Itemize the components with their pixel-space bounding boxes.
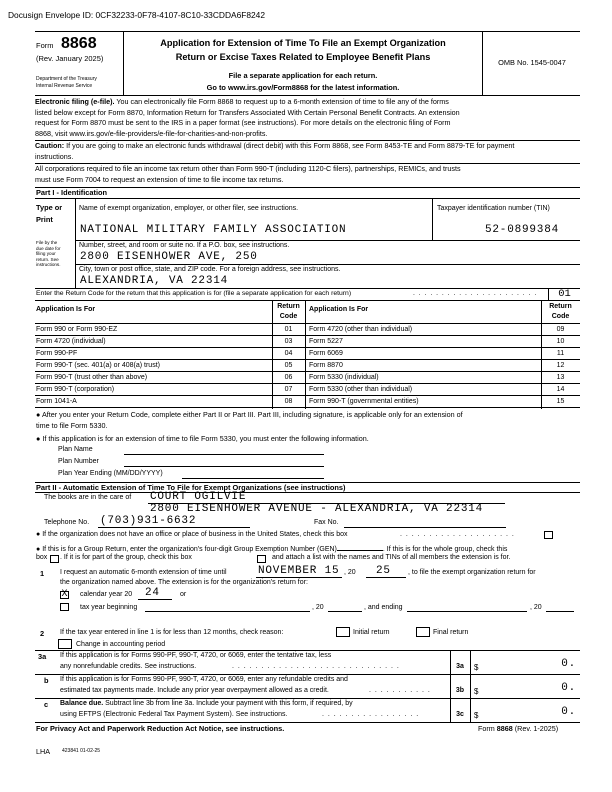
file-by-note: File by the due date for filing your return. See instructions. <box>36 240 61 268</box>
plan-name-field[interactable] <box>124 454 324 455</box>
table-right-app-name: Form 5330 (individual) <box>309 374 379 381</box>
initial-return-label: Initial return <box>353 629 390 636</box>
initial-return-checkbox[interactable] <box>336 627 350 637</box>
table-left-app-name: Form 4720 (individual) <box>36 338 106 345</box>
part1-heading: Part I - Identification <box>36 188 108 197</box>
table-row-rule <box>35 359 580 360</box>
plan-number-field[interactable] <box>124 466 324 467</box>
caution-paragraph: Caution: If you are going to make an electronic funds withdrawal (direct debit) with this Form 8868, see Form 8453-TE and Form 8879-TE for payment instructions. <box>35 141 515 161</box>
bullet-return-code-note: ● After you enter your Return Code, complete either Part II or Part III. Part III, including signature, is applicable only for an extension of time to file Form 5330. <box>36 410 463 430</box>
plan-year-label: Plan Year Ending (MM/DD/YYYY) <box>58 470 163 477</box>
table-left-return-code: 05 <box>284 362 293 369</box>
table-row-rule <box>35 383 580 384</box>
final-return-label: Final return <box>433 629 469 636</box>
table-left-return-code: 04 <box>284 350 293 357</box>
city-value[interactable]: ALEXANDRIA, VA 22314 <box>80 275 229 287</box>
tax-year-label: tax year beginning <box>80 604 138 611</box>
final-return-checkbox[interactable] <box>416 627 430 637</box>
envelope-id: Docusign Envelope ID: 0CF32233-0F78-4107-8C10-33CDDA6F8242 <box>8 10 265 20</box>
table-right-app-name: Form 4720 (other than individual) <box>309 326 413 333</box>
return-code-value: 01 <box>558 288 571 300</box>
org-name-value[interactable]: NATIONAL MILITARY FAMILY ASSOCIATION <box>80 224 347 236</box>
plan-year-field[interactable] <box>182 478 324 479</box>
calendar-or: or <box>180 591 187 598</box>
return-code-box[interactable] <box>548 288 580 300</box>
telephone-value[interactable]: (703)931-6632 <box>100 515 197 527</box>
calendar-year-value[interactable]: 24 <box>145 587 160 599</box>
print-label: Print <box>36 215 53 224</box>
city-row-rule <box>35 288 580 289</box>
line3a-text2: any nonrefundable credits. See instructions. <box>60 663 197 670</box>
org-name-label: Name of exempt organization, employer, or other filer, see instructions. <box>79 205 299 212</box>
header-top-rule <box>35 31 580 32</box>
line1-year-underline <box>366 577 406 578</box>
table-right-return-code: 15 <box>556 398 565 405</box>
part2-heading-rule <box>35 492 580 493</box>
caution-heading: Caution: <box>35 141 65 150</box>
form-number: 8868 <box>61 35 97 52</box>
type-or-label: Type or <box>36 203 63 212</box>
line3c-amount[interactable]: 0. <box>561 706 576 718</box>
table-left-app-name: Form 990-T (trust other than above) <box>36 374 148 381</box>
line3b-text1: If this application is for Forms 990-PF, 990-T, 4720, or 6069, enter any refundable credits and <box>60 676 348 683</box>
return-code-label: Enter the Return Code for the return that this application is for (file a separate application for each return) <box>36 290 352 297</box>
group-return-line2-mid: . If it is for part of the group, check this box <box>60 554 192 561</box>
line2-number: 2 <box>40 629 45 638</box>
line1-date-underline <box>256 577 342 578</box>
group-return-line2-start: box <box>36 554 48 561</box>
group-return-line2-end: and attach a list with the names and TINs of all members the extension is for. <box>272 554 511 561</box>
return-code-rule <box>35 300 580 301</box>
table-left-app-name: Form 990-T (sec. 401(a) or 408(a) trust) <box>36 362 160 369</box>
table-left-app-name: Form 990-PF <box>36 350 78 357</box>
telephone-label: Telephone No. <box>44 519 90 526</box>
table-header-rule <box>35 323 580 324</box>
tax-year-begin-20: , 20 <box>312 604 324 611</box>
part2-heading: Part II - Automatic Extension of Time To File for Exempt Organizations (see instructions) <box>36 483 346 492</box>
table-header-app-right: Application Is For <box>309 306 369 313</box>
table-header-app-left: Application Is For <box>36 306 96 313</box>
line1-text: I request an automatic 6-month extension of time until <box>60 569 227 576</box>
city-label: City, town or post office, state, and ZIP code. For a foreign address, see instructions. <box>79 266 341 273</box>
form-title-line1: Application for Extension of Time To File an Exempt Organization <box>160 38 446 48</box>
part1-top-rule <box>35 187 580 188</box>
efile-paragraph: Electronic filing (e-file). You can electronically file Form 8868 to request up to a 6-month extension of time to file any of the forms listed below except for Form 8870, Information Return for Transfers Associated With Certain Personal Benefit Contracts. An extension request for Form 8870 must be sent to the IRS in a paper format (see instructions). For more details on the electronic filing of Form 8868, visit www.irs.gov/e-file-providers/e-file-for-charities-and-non-profits. <box>35 97 460 138</box>
books-care-address[interactable]: 2800 EISENHOWER AVENUE - ALEXANDRIA, VA 22314 <box>150 503 484 515</box>
line3a-leader: . . . . . . . . . . . . . . . . . . . . . . . . . . . . . <box>232 663 400 670</box>
calendar-year-checkbox[interactable] <box>60 591 69 599</box>
telephone-underline <box>98 527 250 528</box>
line3b-box-label: 3b <box>455 687 465 694</box>
line3b-amount[interactable]: 0. <box>561 682 576 694</box>
line3b-dollar: $ <box>474 687 479 696</box>
line3c-box-label: 3c <box>456 711 464 718</box>
table-header-return-right: Return <box>549 303 572 310</box>
line3b-text2: estimated tax payments made. Include any prior year overpayment allowed as a credit. <box>60 687 329 694</box>
form-subtitle-line2: Go to www.irs.gov/Form8868 for the latest information. <box>206 83 400 92</box>
dept-irs: Internal Revenue Service <box>36 83 93 89</box>
line3c-text2: using EFTPS (Electronic Federal Tax Payment System). See instructions. <box>60 711 288 718</box>
tax-year-checkbox[interactable] <box>60 603 69 611</box>
corporations-paragraph: All corporations required to file an income tax return other than Form 990-T (including 1120-C filers), partnerships, REMICs, and trusts must use Form 7004 to request an extension of time to file income tax returns. <box>35 164 461 184</box>
part2-bottom-rule <box>35 722 580 723</box>
table-left-return-code: 07 <box>284 386 293 393</box>
line1-text-rest: , to file the exempt organization return for <box>408 569 536 576</box>
line1-year-prefix: , 20 <box>344 569 356 576</box>
line3-box-divider <box>470 650 471 722</box>
calendar-year-underline <box>138 599 172 600</box>
table-row-rule <box>35 395 580 396</box>
tax-year-ending-label: , and ending <box>364 604 403 611</box>
table-right-app-name: Form 5330 (other than individual) <box>309 386 413 393</box>
street-label: Number, street, and room or suite no. If a P.O. box, see instructions. <box>79 242 290 249</box>
table-row-rule <box>35 371 580 372</box>
table-left-return-code: 01 <box>284 326 293 333</box>
tax-year-end-yy-field[interactable] <box>546 611 574 612</box>
group-return-line1: ● If this is for a Group Return, enter the organization's four-digit Group Exemption Number (GEN) . If this is for the whole group, check this <box>36 543 507 553</box>
table-right-return-code: 13 <box>556 374 565 381</box>
gen-field[interactable] <box>337 543 383 551</box>
form-code: 423841 01-02-25 <box>62 748 101 754</box>
calendar-year-check-mark: X <box>61 589 68 600</box>
part1-id-left-divider <box>75 198 76 288</box>
line1-extension-year[interactable]: 25 <box>376 565 391 577</box>
no-office-leader: . . . . . . . . . . . . . . . . . . . . <box>400 531 515 538</box>
table-right-app-name: Form 990-T (governmental entities) <box>309 398 419 405</box>
line3b-leader: . . . . . . . . . . . <box>369 687 431 694</box>
tax-year-end-20: , 20 <box>530 604 542 611</box>
no-office-line: ● If the organization does not have an office or place of business in the United States, check this box <box>36 531 348 538</box>
line3c-leader: . . . . . . . . . . . . . . . . . <box>322 711 420 718</box>
form-label: Form <box>36 41 54 50</box>
table-right-return-code: 09 <box>556 326 565 333</box>
line3c-dollar: $ <box>474 711 479 720</box>
fax-label: Fax No. <box>314 519 339 526</box>
lha-label: LHA <box>36 747 50 756</box>
tin-value[interactable]: 52-0899384 <box>485 224 560 236</box>
line3a-amount[interactable]: 0. <box>561 658 576 670</box>
table-left-return-code: 06 <box>284 374 293 381</box>
table-header-return-left: Return <box>277 303 300 310</box>
header-bottom-rule <box>35 95 580 96</box>
table-right-return-code: 12 <box>556 362 565 369</box>
dept-treasury: Department of the Treasury <box>36 76 97 82</box>
table-right-app-name: Form 6069 <box>309 350 343 357</box>
return-code-leader: . . . . . . . . . . . . . . . . . . . . . . <box>413 290 538 297</box>
table-row-rule <box>35 335 580 336</box>
form-revision: (Rev. January 2025) <box>36 54 104 63</box>
line3a-rule <box>35 674 580 675</box>
street-value[interactable]: 2800 EISENHOWER AVE, 250 <box>80 251 258 263</box>
header-right-divider <box>482 31 483 95</box>
tin-divider <box>432 198 433 240</box>
form-title-line2: Return or Excise Taxes Related to Employee Benefit Plans <box>175 52 431 62</box>
part1-heading-rule <box>35 198 580 199</box>
street-row-rule <box>75 264 580 265</box>
table-row-rule <box>35 407 580 408</box>
no-office-checkbox[interactable] <box>544 531 553 539</box>
books-care-label: The books are in the care of <box>44 494 132 501</box>
efile-heading: Electronic filing (e-file). <box>35 97 115 106</box>
change-period-checkbox[interactable] <box>58 639 72 649</box>
table-left-app-name: Form 990-T (corporation) <box>36 386 115 393</box>
whole-group-checkbox[interactable] <box>50 555 59 563</box>
footer-form-ref: Form 8868 (Rev. 1-2025) <box>478 724 559 733</box>
table-right-app-name: Form 8870 <box>309 362 343 369</box>
tin-label: Taxpayer identification number (TIN) <box>437 205 550 212</box>
change-period-label: Change in accounting period <box>76 641 166 648</box>
line2-text: If the tax year entered in line 1 is for less than 12 months, check reason: <box>60 629 284 636</box>
table-header-code-right: Code <box>551 313 570 320</box>
line3a-box-label: 3a <box>456 663 464 670</box>
name-row-rule <box>75 240 580 241</box>
line3a-text1: If this application is for Forms 990-PF, 990-T, 4720, or 6069, enter the tentative tax, less <box>60 652 332 659</box>
calendar-year-label: calendar year 20 <box>80 591 133 598</box>
omb-number: OMB No. 1545-0047 <box>498 58 566 67</box>
privacy-notice: For Privacy Act and Paperwork Reduction Act Notice, see instructions. <box>36 724 285 733</box>
line1-number: 1 <box>40 569 45 578</box>
line1-extension-date[interactable]: NOVEMBER 15 <box>258 565 340 577</box>
table-right-return-code: 11 <box>556 350 565 357</box>
table-right-app-name: Form 5227 <box>309 338 343 345</box>
tax-year-end-field[interactable] <box>407 611 527 612</box>
tax-year-begin-yy-field[interactable] <box>328 611 362 612</box>
line3c-number: c <box>44 700 49 709</box>
plan-name-label: Plan Name <box>58 446 93 453</box>
table-left-return-code: 08 <box>284 398 293 405</box>
line3b-number: b <box>44 676 49 685</box>
line3b-rule <box>35 698 580 699</box>
line3a-dollar: $ <box>474 663 479 672</box>
books-care-name[interactable]: COURT OGILVIE <box>150 491 247 503</box>
bullet-form-5330-note: ● If this application is for an extension of time to file Form 5330, you must enter the following information. <box>36 434 369 443</box>
fax-field[interactable] <box>344 527 506 528</box>
line3c-text1: Balance due. Subtract line 3b from line 3a. Include your payment with this form, if required, by <box>60 700 353 707</box>
table-left-app-name: Form 1041-A <box>36 398 77 405</box>
table-right-return-code: 14 <box>556 386 565 393</box>
table-col-divider-2 <box>305 300 306 409</box>
plan-number-label: Plan Number <box>58 458 99 465</box>
table-header-code-left: Code <box>279 313 298 320</box>
line1-text2: the organization named above. The extension is for the organization's return for: <box>60 579 308 586</box>
table-left-app-name: Form 990 or Form 990-EZ <box>36 326 118 333</box>
part-group-checkbox[interactable] <box>257 555 266 563</box>
line3a-number: 3a <box>38 652 47 661</box>
table-row-rule <box>35 347 580 348</box>
line2-rule <box>35 650 580 651</box>
form-subtitle-line1: File a separate application for each return. <box>228 71 378 80</box>
table-left-return-code: 03 <box>284 338 293 345</box>
tax-year-begin-field[interactable] <box>145 611 310 612</box>
table-right-return-code: 10 <box>556 338 565 345</box>
